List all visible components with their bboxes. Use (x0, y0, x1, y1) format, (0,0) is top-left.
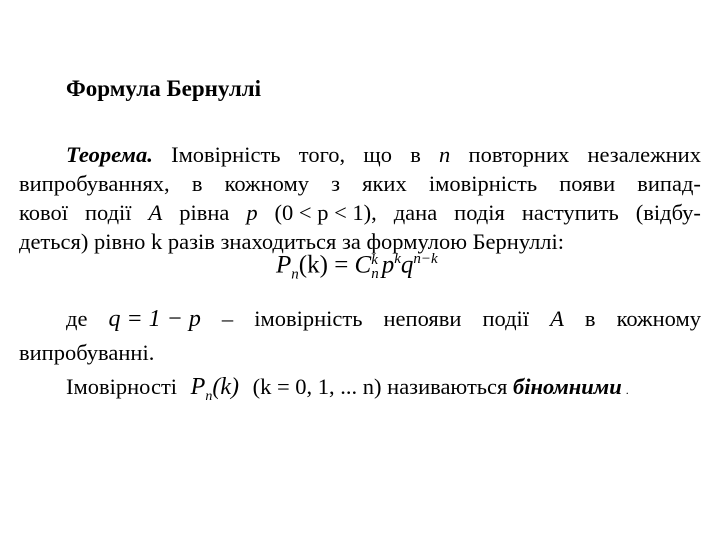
where-line-2: випробуванні. (19, 340, 155, 365)
theorem-word: того, (298, 142, 346, 167)
theorem-line-3 (19, 198, 701, 228)
formula-p-symbol: P (276, 251, 292, 279)
conclusion-line (66, 372, 629, 412)
conclusion-p-subscript: n (205, 388, 213, 404)
theorem-word: рівна (179, 200, 230, 225)
formula-q-base: q (400, 251, 414, 279)
conclusion-binomial-term: біномними (513, 374, 622, 399)
theorem-word: імовірність (428, 171, 538, 196)
theorem-word: що (363, 142, 392, 167)
formula-c-superscript: k (371, 251, 378, 268)
bernoulli-formula (276, 251, 438, 283)
theorem-word: (відбу- (635, 200, 701, 225)
theorem-word: Імовірність (171, 142, 281, 167)
theorem-word: кової (19, 200, 69, 225)
theorem-word: дана (393, 200, 438, 225)
theorem-label: Теорема. (66, 142, 153, 167)
theorem-line-4: деться) рівно k разів знаходиться за формулою Бернуллі: (19, 229, 565, 254)
formula-p-argument: (k) (298, 251, 328, 279)
slide-title: Формула Бернуллі (66, 76, 262, 101)
formula-q-exponent: n−k (413, 251, 438, 267)
where-variable-a: A (550, 306, 564, 331)
theorem-variable-p: p (246, 200, 258, 225)
formula-p-subscript: n (291, 266, 299, 283)
theorem-word: повторних (468, 142, 570, 167)
where-dash: – (221, 306, 234, 331)
theorem-word: в (410, 142, 421, 167)
theorem-word: яких (362, 171, 407, 196)
theorem-line-2 (19, 169, 701, 199)
conclusion-p-symbol: P (190, 374, 206, 400)
where-prefix: де (66, 306, 88, 331)
theorem-line-1 (66, 140, 701, 170)
where-word: події (482, 306, 530, 331)
where-word: кожному (616, 306, 701, 331)
formula-equals: = (334, 251, 349, 279)
conclusion-end: . (625, 383, 629, 397)
theorem-probability-range: (0 < p < 1), (274, 200, 377, 225)
formula-c-symbol: C (354, 251, 372, 279)
theorem-word: випробуваннях, (19, 171, 170, 196)
conclusion-start: Імовірності (66, 374, 178, 399)
theorem-word: подія (454, 200, 505, 225)
where-line-1 (66, 304, 701, 334)
formula-p-base: p (381, 251, 395, 279)
where-word: в (584, 306, 596, 331)
theorem-word: наступить (521, 200, 619, 225)
theorem-word: кожному (224, 171, 309, 196)
conclusion-p-argument: (k) (212, 374, 239, 400)
theorem-word: з (331, 171, 340, 196)
where-q-formula: q = 1 − p (108, 306, 201, 332)
conclusion-formula (190, 374, 239, 404)
theorem-word: незалежних (587, 142, 701, 167)
theorem-variable-a: A (148, 200, 163, 225)
formula-p-exponent: k (394, 251, 401, 267)
theorem-variable-n: n (439, 142, 451, 167)
conclusion-range: (k = 0, 1, ... n) (252, 374, 382, 399)
theorem-word: випад- (637, 171, 701, 196)
theorem-word: появи (559, 171, 616, 196)
where-word: імовірність (254, 306, 363, 331)
conclusion-middle: називаються (387, 374, 508, 399)
where-word: непояви (383, 306, 462, 331)
theorem-word: події (84, 200, 132, 225)
theorem-word: в (191, 171, 203, 196)
formula-c-subscript: n (371, 265, 379, 282)
